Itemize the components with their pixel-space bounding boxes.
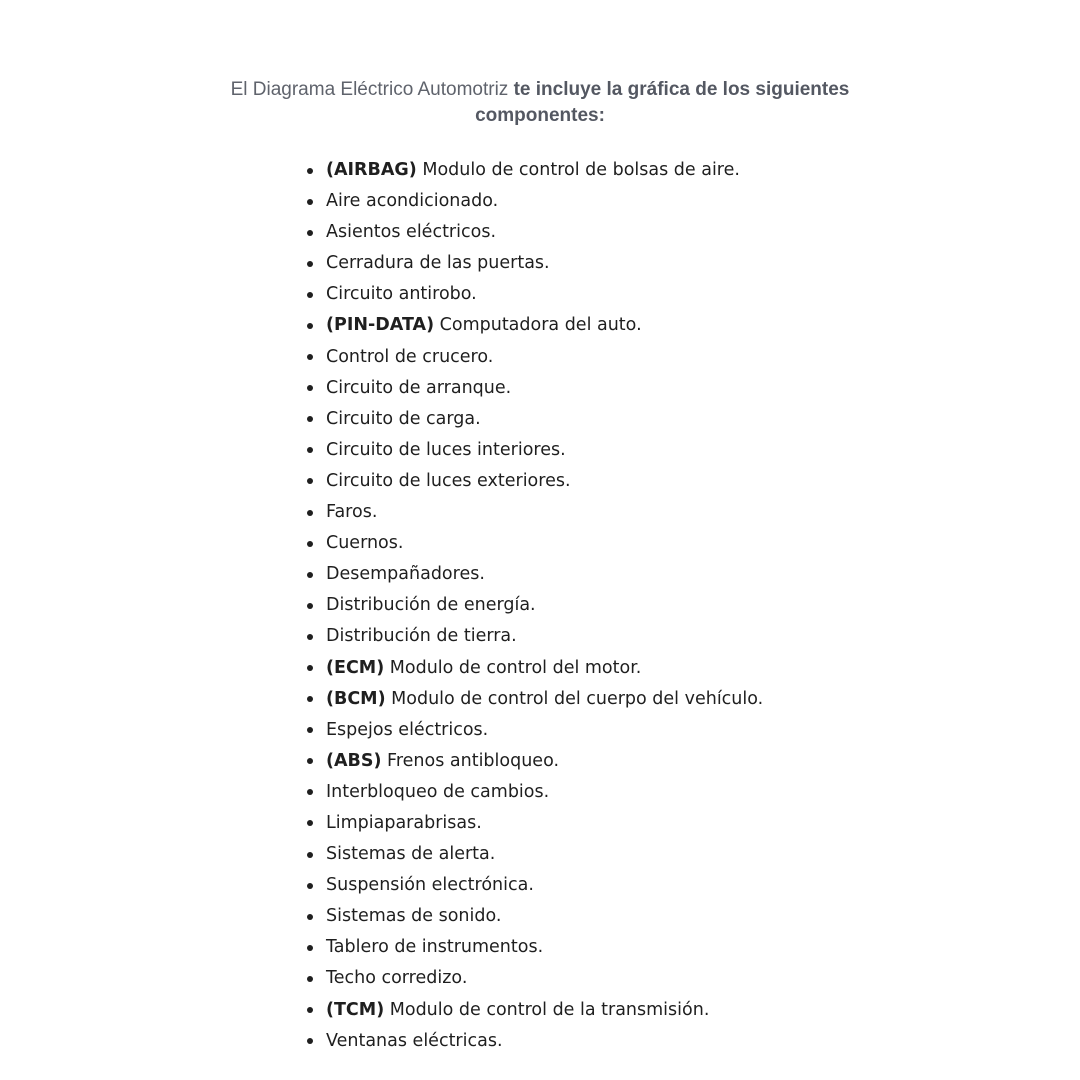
bullet-icon: [307, 634, 313, 640]
list-item: [306, 342, 763, 373]
bullet-icon: [307, 230, 313, 236]
bullet-icon: [307, 199, 313, 205]
list-item-text: Asientos eléctricos.: [326, 222, 497, 243]
list-item-text: Suspensión electrónica.: [326, 875, 534, 896]
bullet-icon: [307, 758, 313, 764]
bullet-icon: [307, 510, 313, 516]
list-item-tag: (ABS): [326, 750, 382, 771]
bullet-icon: [307, 354, 313, 360]
bullet-icon: [307, 727, 313, 733]
list-item-tag: (AIRBAG): [326, 160, 417, 180]
list-item: [306, 653, 763, 684]
bullet-icon: [307, 789, 313, 795]
bullet-icon: [307, 168, 313, 174]
bullet-icon: [307, 883, 313, 889]
list-item: [306, 901, 763, 932]
bullet-icon: [307, 820, 313, 826]
list-item: [306, 466, 763, 497]
list-item-text: Modulo de control de bolsas de aire.: [416, 160, 740, 180]
list-item: [306, 715, 763, 746]
list-item-text: Circuito de carga.: [326, 408, 481, 429]
bullet-icon: [307, 1038, 313, 1044]
list-item-text: Modulo de control del motor.: [384, 657, 642, 678]
list-item: [306, 995, 763, 1026]
list-item: [306, 746, 763, 777]
list-item-text: Sistemas de sonido.: [326, 906, 502, 927]
bullet-icon: [307, 976, 313, 982]
list-item: [306, 435, 763, 466]
list-item-text: Limpiaparabrisas.: [326, 812, 482, 833]
bullet-icon: [307, 1007, 313, 1013]
list-item: [306, 932, 763, 963]
list-item-text: Cerradura de las puertas.: [326, 253, 550, 274]
list-item-text: Faros.: [326, 502, 378, 523]
bullet-icon: [307, 603, 313, 609]
list-item: [306, 839, 763, 870]
list-item: [306, 684, 763, 715]
intro-regular-text: El Diagrama Eléctrico Automotriz: [230, 79, 514, 100]
list-item-text: Circuito de arranque.: [326, 377, 512, 398]
list-item-text: Control de crucero.: [326, 346, 494, 367]
bullet-icon: [307, 416, 313, 422]
list-item: [306, 310, 763, 341]
list-item: [306, 777, 763, 808]
list-item-text: Espejos eléctricos.: [326, 719, 489, 740]
list-item: [306, 963, 763, 994]
list-item-text: Aire acondicionado.: [326, 191, 499, 212]
list-item: [306, 497, 763, 528]
list-item-tag: (BCM): [326, 688, 386, 709]
list-item: [306, 590, 763, 621]
list-item-text: Cuernos.: [326, 533, 404, 554]
list-item-text: Modulo de control de la transmisión.: [384, 999, 710, 1020]
list-item: [306, 373, 763, 404]
bullet-icon: [307, 696, 313, 702]
list-item-text: Distribución de tierra.: [326, 626, 517, 647]
list-item-tag: (ECM): [326, 657, 385, 678]
bullet-icon: [307, 572, 313, 578]
list-item: [306, 404, 763, 435]
bullet-icon: [307, 945, 313, 951]
bullet-icon: [307, 914, 313, 920]
list-item-text: Circuito de luces interiores.: [326, 439, 566, 460]
list-item-text: Distribución de energía.: [326, 595, 536, 616]
bullet-icon: [307, 261, 313, 267]
list-item: [306, 528, 763, 559]
bullet-icon: [307, 447, 313, 453]
list-item-text: Modulo de control del cuerpo del vehículo.: [385, 688, 764, 709]
list-item: [306, 621, 763, 652]
list-item: [306, 217, 763, 248]
list-item-text: Tablero de instrumentos.: [326, 937, 544, 958]
bullet-icon: [307, 323, 313, 329]
list-item-text: Computadora del auto.: [434, 315, 642, 336]
bullet-icon: [307, 541, 313, 547]
list-item: [306, 870, 763, 901]
components-list: [306, 155, 763, 1057]
list-item-text: Interbloqueo de cambios.: [326, 781, 550, 802]
list-item-text: Ventanas eléctricas.: [326, 1030, 503, 1051]
bullet-icon: [307, 292, 313, 298]
list-item-text: Techo corredizo.: [326, 968, 468, 989]
list-item: [306, 1026, 763, 1057]
list-item: [306, 808, 763, 839]
bullet-icon: [307, 385, 313, 391]
bullet-icon: [307, 852, 313, 858]
list-item: [306, 248, 763, 279]
list-item: [306, 559, 763, 590]
list-item: [306, 186, 763, 217]
intro-bold-text: te incluye la gráfica de los siguientes componentes:: [475, 79, 850, 126]
list-item-tag: (TCM): [326, 999, 385, 1020]
list-item: [306, 279, 763, 310]
intro-paragraph: [200, 77, 880, 129]
list-item-text: Circuito de luces exteriores.: [326, 470, 571, 491]
bullet-icon: [307, 665, 313, 671]
list-item-text: Circuito antirobo.: [326, 284, 477, 305]
list-item-text: Sistemas de alerta.: [326, 844, 496, 865]
list-item-text: Desempañadores.: [326, 564, 485, 585]
list-item-tag: (PIN-DATA): [326, 315, 435, 336]
bullet-icon: [307, 478, 313, 484]
list-item-text: Frenos antibloqueo.: [381, 750, 560, 771]
list-item: [306, 155, 763, 186]
